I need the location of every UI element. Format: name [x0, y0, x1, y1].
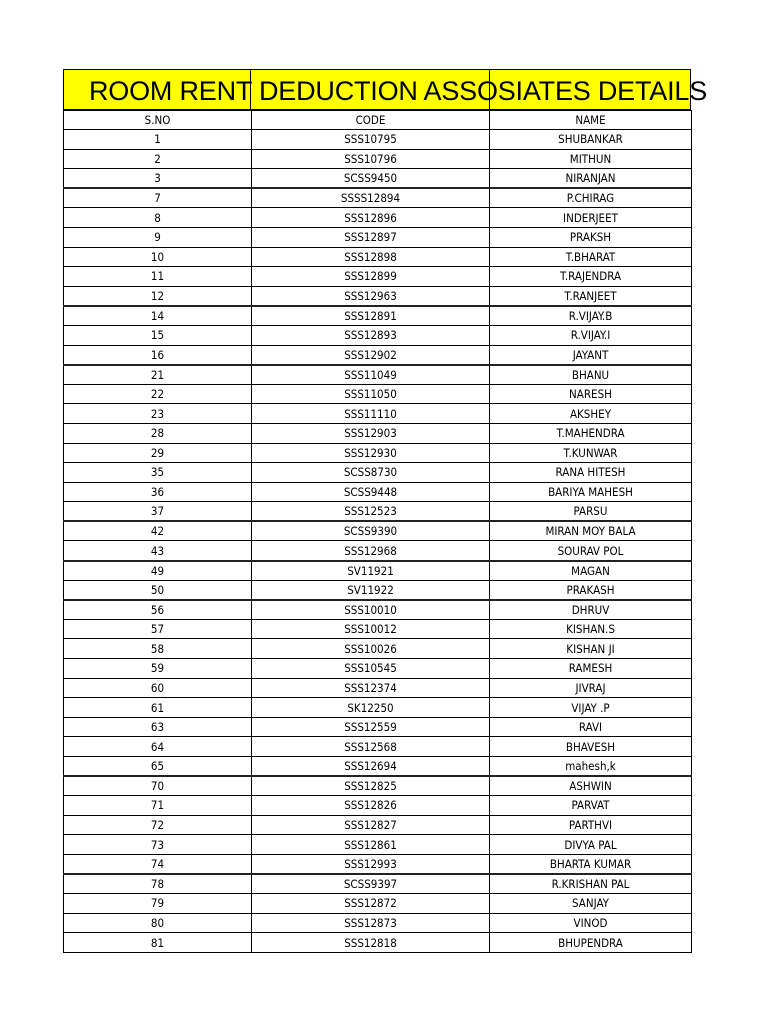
sno-cell: 70 — [64, 776, 252, 796]
name-cell: BHARTA KUMAR — [490, 854, 692, 874]
sno-cell: 61 — [64, 698, 252, 718]
sno-cell: 2 — [64, 149, 252, 169]
sno-cell: 22 — [64, 384, 252, 404]
sno-cell: 80 — [64, 913, 252, 933]
code-cell: SSS12902 — [252, 345, 490, 365]
table-row — [64, 815, 692, 835]
name-cell: BHAVESH — [490, 737, 692, 757]
code-cell: SK12250 — [252, 698, 490, 718]
table-row — [64, 874, 692, 894]
code-cell: SSS11049 — [252, 365, 490, 385]
name-cell: RAVI — [490, 717, 692, 737]
name-cell: T.KUNWAR — [490, 443, 692, 463]
name-cell: INDERJEET — [490, 208, 692, 228]
code-cell: SSS12963 — [252, 286, 490, 306]
sno-cell: 59 — [64, 659, 252, 679]
table-row — [64, 306, 692, 326]
table-row — [64, 443, 692, 463]
table-row — [64, 894, 692, 914]
sno-cell: 10 — [64, 247, 252, 267]
name-cell: PRAKASH — [490, 580, 692, 600]
sno-cell: 74 — [64, 854, 252, 874]
code-cell: SSS10026 — [252, 639, 490, 659]
name-cell: MITHUN — [490, 149, 692, 169]
header-row — [64, 111, 692, 130]
name-cell: BARIYA MAHESH — [490, 482, 692, 502]
code-cell: SSS12861 — [252, 835, 490, 855]
name-cell: JAYANT — [490, 345, 692, 365]
name-cell: BHANU — [490, 365, 692, 385]
code-cell: SSS12818 — [252, 933, 490, 953]
sno-cell: 37 — [64, 502, 252, 522]
sno-cell: 64 — [64, 737, 252, 757]
table-row — [64, 933, 692, 953]
name-cell: ASHWIN — [490, 776, 692, 796]
name-cell: DIVYA PAL — [490, 835, 692, 855]
table-row — [64, 698, 692, 718]
sno-cell: 15 — [64, 325, 252, 345]
table-row — [64, 227, 692, 247]
code-cell: SSS10796 — [252, 149, 490, 169]
sno-cell: 23 — [64, 404, 252, 424]
code-cell: SCSS8730 — [252, 463, 490, 483]
name-cell: R.KRISHAN PAL — [490, 874, 692, 894]
name-cell: T.BHARAT — [490, 247, 692, 267]
column-header-sno: S.NO — [64, 111, 252, 130]
name-cell: BHUPENDRA — [490, 933, 692, 953]
name-cell: PARSU — [490, 502, 692, 522]
title-banner — [63, 69, 708, 110]
table-row — [64, 639, 692, 659]
sno-cell: 12 — [64, 286, 252, 306]
name-cell: SOURAV POL — [490, 541, 692, 561]
code-cell: SSS12826 — [252, 796, 490, 816]
code-cell: SSS12872 — [252, 894, 490, 914]
sno-cell: 63 — [64, 717, 252, 737]
name-cell: VINOD — [490, 913, 692, 933]
code-cell: SSS12898 — [252, 247, 490, 267]
sno-cell: 72 — [64, 815, 252, 835]
sno-cell: 11 — [64, 267, 252, 287]
code-cell: SSS12896 — [252, 208, 490, 228]
code-cell: SSS11110 — [252, 404, 490, 424]
associates-table — [63, 110, 692, 953]
code-cell: SSS12891 — [252, 306, 490, 326]
table-row — [64, 600, 692, 620]
code-cell: SSS12893 — [252, 325, 490, 345]
table-row — [64, 757, 692, 777]
table-row — [64, 169, 692, 189]
name-cell: T.MAHENDRA — [490, 423, 692, 443]
code-cell: SSS12899 — [252, 267, 490, 287]
sheet-title: ROOM RENT DEDUCTION ASSOSIATES DETAILS — [89, 76, 708, 106]
name-cell: DHRUV — [490, 600, 692, 620]
sno-cell: 21 — [64, 365, 252, 385]
table-row — [64, 619, 692, 639]
sno-cell: 71 — [64, 796, 252, 816]
sno-cell: 78 — [64, 874, 252, 894]
sno-cell: 58 — [64, 639, 252, 659]
name-cell: T.RAJENDRA — [490, 267, 692, 287]
code-cell: SSS12559 — [252, 717, 490, 737]
code-cell: SSS10012 — [252, 619, 490, 639]
sno-cell: 73 — [64, 835, 252, 855]
name-cell: JIVRAJ — [490, 678, 692, 698]
sno-cell: 8 — [64, 208, 252, 228]
sno-cell: 3 — [64, 169, 252, 189]
code-cell: SSS12903 — [252, 423, 490, 443]
sno-cell: 65 — [64, 757, 252, 777]
table-row — [64, 796, 692, 816]
table-row — [64, 737, 692, 757]
code-cell: SSS10795 — [252, 130, 490, 150]
name-cell: SHUBANKAR — [490, 130, 692, 150]
name-cell: MAGAN — [490, 561, 692, 581]
name-cell: RANA HITESH — [490, 463, 692, 483]
code-cell: SSSS12894 — [252, 188, 490, 208]
code-cell: SCSS9448 — [252, 482, 490, 502]
code-cell: SSS12827 — [252, 815, 490, 835]
table-row — [64, 286, 692, 306]
table-row — [64, 678, 692, 698]
table-body — [64, 130, 692, 953]
spreadsheet — [63, 69, 708, 953]
code-cell: SSS12930 — [252, 443, 490, 463]
sno-cell: 29 — [64, 443, 252, 463]
code-cell: SSS10545 — [252, 659, 490, 679]
code-cell: SSS12968 — [252, 541, 490, 561]
table-row — [64, 854, 692, 874]
name-cell: VIJAY .P — [490, 698, 692, 718]
code-cell: SSS12523 — [252, 502, 490, 522]
name-cell: R.VIJAY.I — [490, 325, 692, 345]
table-row — [64, 247, 692, 267]
name-cell: PARVAT — [490, 796, 692, 816]
table-row — [64, 717, 692, 737]
table-row — [64, 521, 692, 541]
sno-cell: 1 — [64, 130, 252, 150]
sno-cell: 49 — [64, 561, 252, 581]
name-cell: NIRANJAN — [490, 169, 692, 189]
name-cell: T.RANJEET — [490, 286, 692, 306]
code-cell: SV11922 — [252, 580, 490, 600]
name-cell: RAMESH — [490, 659, 692, 679]
name-cell: P.CHIRAG — [490, 188, 692, 208]
code-cell: SV11921 — [252, 561, 490, 581]
code-cell: SSS12374 — [252, 678, 490, 698]
column-header-name: NAME — [490, 111, 692, 130]
table-row — [64, 502, 692, 522]
table-row — [64, 365, 692, 385]
table-row — [64, 188, 692, 208]
code-cell: SCSS9397 — [252, 874, 490, 894]
table-row — [64, 130, 692, 150]
sno-cell: 28 — [64, 423, 252, 443]
sno-cell: 79 — [64, 894, 252, 914]
table-row — [64, 776, 692, 796]
table-row — [64, 580, 692, 600]
code-cell: SSS12825 — [252, 776, 490, 796]
name-cell: PARTHVI — [490, 815, 692, 835]
sno-cell: 9 — [64, 227, 252, 247]
table-row — [64, 835, 692, 855]
name-cell: mahesh,k — [490, 757, 692, 777]
table-row — [64, 384, 692, 404]
sno-cell: 16 — [64, 345, 252, 365]
sno-cell: 57 — [64, 619, 252, 639]
table-row — [64, 659, 692, 679]
code-cell: SSS12694 — [252, 757, 490, 777]
name-cell: NARESH — [490, 384, 692, 404]
column-header-code: CODE — [252, 111, 490, 130]
name-cell: KISHAN.S — [490, 619, 692, 639]
name-cell: KISHAN JI — [490, 639, 692, 659]
sno-cell: 42 — [64, 521, 252, 541]
table-row — [64, 423, 692, 443]
code-cell: SSS12993 — [252, 854, 490, 874]
code-cell: SCSS9450 — [252, 169, 490, 189]
code-cell: SSS10010 — [252, 600, 490, 620]
code-cell: SSS12897 — [252, 227, 490, 247]
table-row — [64, 345, 692, 365]
sno-cell: 60 — [64, 678, 252, 698]
sno-cell: 14 — [64, 306, 252, 326]
name-cell: PRAKSH — [490, 227, 692, 247]
name-cell: R.VIJAY.B — [490, 306, 692, 326]
table-row — [64, 541, 692, 561]
table-row — [64, 208, 692, 228]
sno-cell: 56 — [64, 600, 252, 620]
table-row — [64, 325, 692, 345]
name-cell: MIRAN MOY BALA — [490, 521, 692, 541]
table-row — [64, 404, 692, 424]
sno-cell: 36 — [64, 482, 252, 502]
table-row — [64, 463, 692, 483]
table-row — [64, 267, 692, 287]
table-row — [64, 149, 692, 169]
name-cell: SANJAY — [490, 894, 692, 914]
code-cell: SSS12873 — [252, 913, 490, 933]
code-cell: SCSS9390 — [252, 521, 490, 541]
sno-cell: 35 — [64, 463, 252, 483]
name-cell: AKSHEY — [490, 404, 692, 424]
sno-cell: 50 — [64, 580, 252, 600]
sno-cell: 81 — [64, 933, 252, 953]
code-cell: SSS12568 — [252, 737, 490, 757]
sno-cell: 7 — [64, 188, 252, 208]
sno-cell: 43 — [64, 541, 252, 561]
table-row — [64, 482, 692, 502]
code-cell: SSS11050 — [252, 384, 490, 404]
table-row — [64, 561, 692, 581]
table-row — [64, 913, 692, 933]
